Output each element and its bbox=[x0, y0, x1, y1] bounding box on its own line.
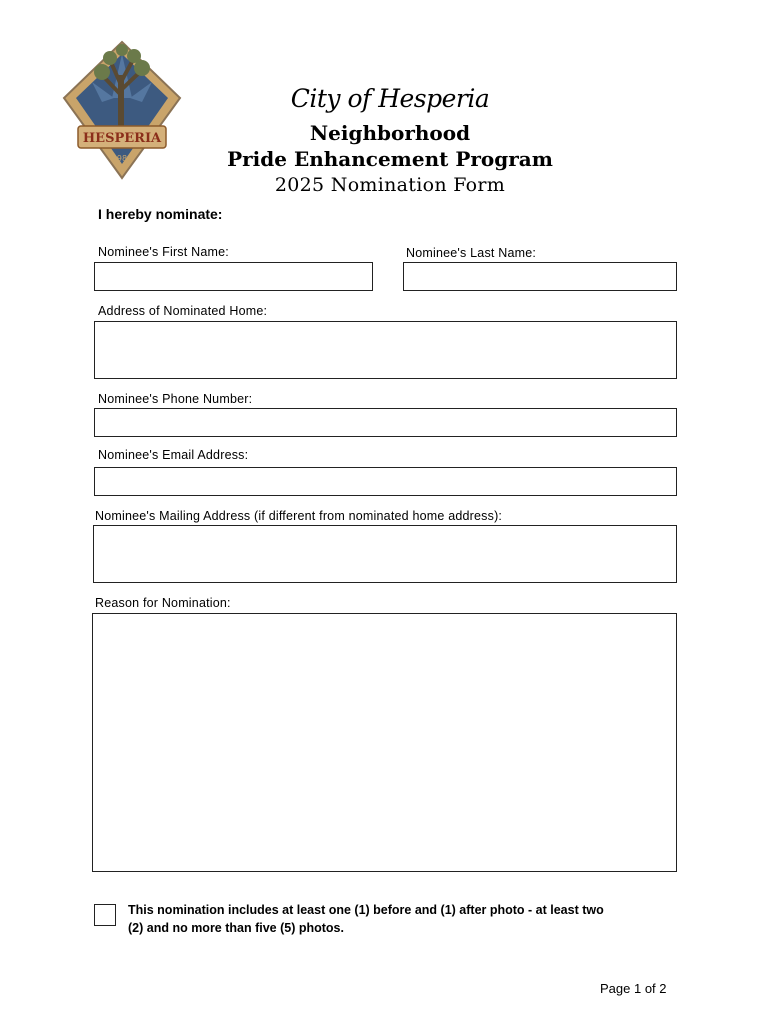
reason-field[interactable] bbox=[92, 613, 677, 872]
reason-label: Reason for Nomination: bbox=[95, 596, 231, 610]
title-line-2: Pride Enhancement Program bbox=[227, 147, 553, 171]
photo-checkbox[interactable] bbox=[94, 904, 116, 926]
intro-text: I hereby nominate: bbox=[98, 206, 223, 222]
mailing-address-field[interactable] bbox=[93, 525, 677, 583]
mailing-address-label: Nominee's Mailing Address (if different from nominated home address): bbox=[95, 509, 503, 523]
last-name-label: Nominee's Last Name: bbox=[406, 246, 537, 260]
phone-field[interactable] bbox=[94, 408, 677, 437]
first-name-label: Nominee's First Name: bbox=[98, 245, 229, 259]
city-name: City of Hesperia bbox=[290, 84, 490, 113]
last-name-field[interactable] bbox=[403, 262, 677, 291]
page-number: Page 1 of 2 bbox=[600, 981, 667, 996]
address-label: Address of Nominated Home: bbox=[98, 304, 268, 318]
logo-year-text: 1988 bbox=[111, 154, 133, 163]
logo-banner-text: HESPERIA bbox=[82, 131, 162, 146]
title-line-1: Neighborhood bbox=[309, 121, 471, 145]
first-name-field[interactable] bbox=[94, 262, 373, 291]
address-field[interactable] bbox=[94, 321, 677, 379]
email-label: Nominee's Email Address: bbox=[98, 448, 249, 462]
title-line-3: 2025 Nomination Form bbox=[274, 174, 506, 196]
city-seal-logo bbox=[62, 40, 182, 180]
photo-note: This nomination includes at least one (1) before and (1) after photo - at least two (2) and no more than five (5) photos. bbox=[128, 903, 604, 935]
phone-label: Nominee's Phone Number: bbox=[98, 392, 253, 406]
email-field[interactable] bbox=[94, 467, 677, 496]
